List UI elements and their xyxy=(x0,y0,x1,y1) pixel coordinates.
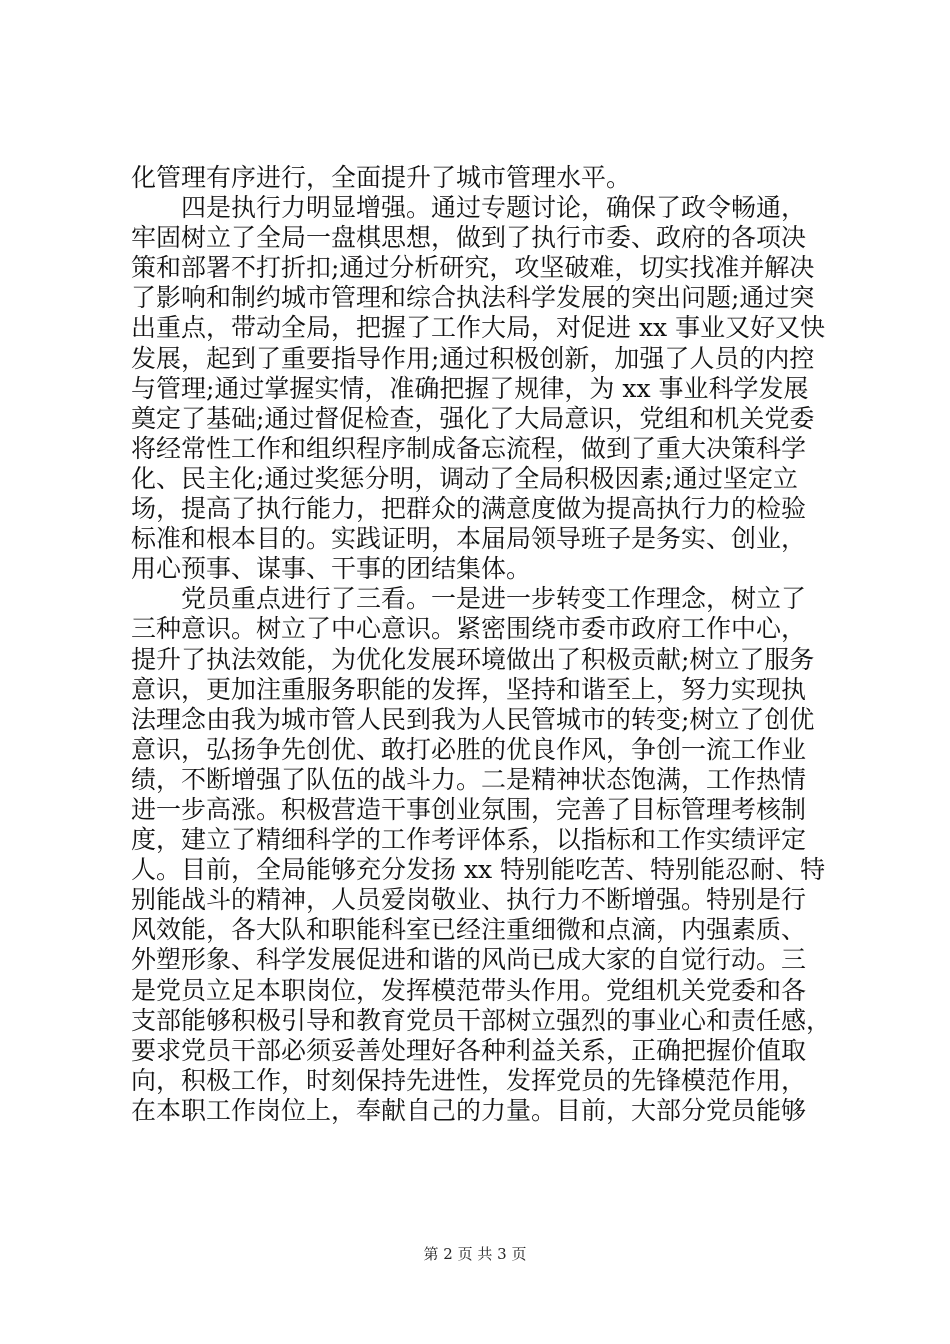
text-line: 与管理;通过掌握实情，准确把握了规律，为 xx 事业科学发展 xyxy=(131,373,809,403)
text-line: 要求党员干部必须妥善处理好各种利益关系，正确把握价值取 xyxy=(131,1035,807,1065)
text-line: 策和部署不打折扣;通过分析研究，攻坚破难，切实找准并解决 xyxy=(131,253,815,283)
page-number-label: 第 2 页 共 3 页 xyxy=(423,1245,527,1263)
text-line: 风效能，各大队和职能科室已经注重细微和点滴，内强素质、 xyxy=(131,915,807,945)
text-line: 化、民主化;通过奖惩分明，调动了全局积极因素;通过坚定立 xyxy=(131,463,798,493)
page-footer xyxy=(0,1244,950,1264)
text-line: 化管理有序进行，全面提升了城市管理水平。 xyxy=(131,163,632,192)
text-line: 支部能够积极引导和教育党员干部树立强烈的事业心和责任感， xyxy=(131,1005,832,1035)
text-line: 牢固树立了全局一盘棋思想，做到了执行市委、政府的各项决 xyxy=(131,223,807,253)
text-line: 意识，更加注重服务职能的发挥，坚持和谐至上，努力实现执 xyxy=(131,674,807,704)
body-text xyxy=(131,163,831,1126)
text-line: 是党员立足本职岗位，发挥模范带头作用。党组机关党委和各 xyxy=(131,975,807,1005)
text-line: 发展，起到了重要指导作用;通过积极创新，加强了人员的内控 xyxy=(131,343,815,373)
text-line: 人。目前，全局能够充分发扬 xx 特别能吃苦、特别能忍耐、特 xyxy=(131,855,826,885)
text-line: 场，提高了执行能力，把群众的满意度做为提高执行力的检验 xyxy=(131,494,807,524)
text-line: 绩，不断增强了队伍的战斗力。二是精神状态饱满，工作热情 xyxy=(131,764,807,794)
text-line: 度，建立了精细科学的工作考评体系，以指标和工作实绩评定 xyxy=(131,825,807,855)
text-line: 标准和根本目的。实践证明，本届局领导班子是务实、创业， xyxy=(131,524,807,554)
text-line: 了影响和制约城市管理和综合执法科学发展的突出问题;通过突 xyxy=(131,283,815,313)
text-line: 外塑形象、科学发展促进和谐的风尚已成大家的自觉行动。三 xyxy=(131,945,807,975)
paragraph-start-line: 党员重点进行了三看。一是进一步转变工作理念，树立了 xyxy=(181,584,807,614)
text-line: 提升了执法效能，为优化发展环境做出了积极贡献;树立了服务 xyxy=(131,644,815,674)
text-line: 出重点，带动全局，把握了工作大局，对促进 xx 事业又好又快 xyxy=(131,313,826,343)
text-line: 意识，弘扬争先创优、敢打必胜的优良作风，争创一流工作业 xyxy=(131,734,807,764)
text-line: 用心预事、谋事、干事的团结集体。 xyxy=(131,554,532,584)
text-line: 别能战斗的精神，人员爱岗敬业、执行力不断增强。特别是行 xyxy=(131,885,807,915)
paragraph-start-line: 四是执行力明显增强。通过专题讨论，确保了政令畅通， xyxy=(181,193,807,223)
text-line: 将经常性工作和组织程序制成备忘流程，做到了重大决策科学 xyxy=(131,433,807,463)
text-line: 法理念由我为城市管人民到我为人民管城市的转变;树立了创优 xyxy=(131,704,815,734)
text-line: 向，积极工作，时刻保持先进性，发挥党员的先锋模范作用， xyxy=(131,1065,807,1095)
text-line: 奠定了基础;通过督促检查，强化了大局意识，党组和机关党委 xyxy=(131,403,815,433)
text-line: 进一步高涨。积极营造干事创业氛围，完善了目标管理考核制 xyxy=(131,794,807,824)
text-line: 在本职工作岗位上，奉献自己的力量。目前，大部分党员能够 xyxy=(131,1095,807,1125)
text-line: 三种意识。树立了中心意识。紧密围绕市委市政府工作中心， xyxy=(131,614,807,644)
